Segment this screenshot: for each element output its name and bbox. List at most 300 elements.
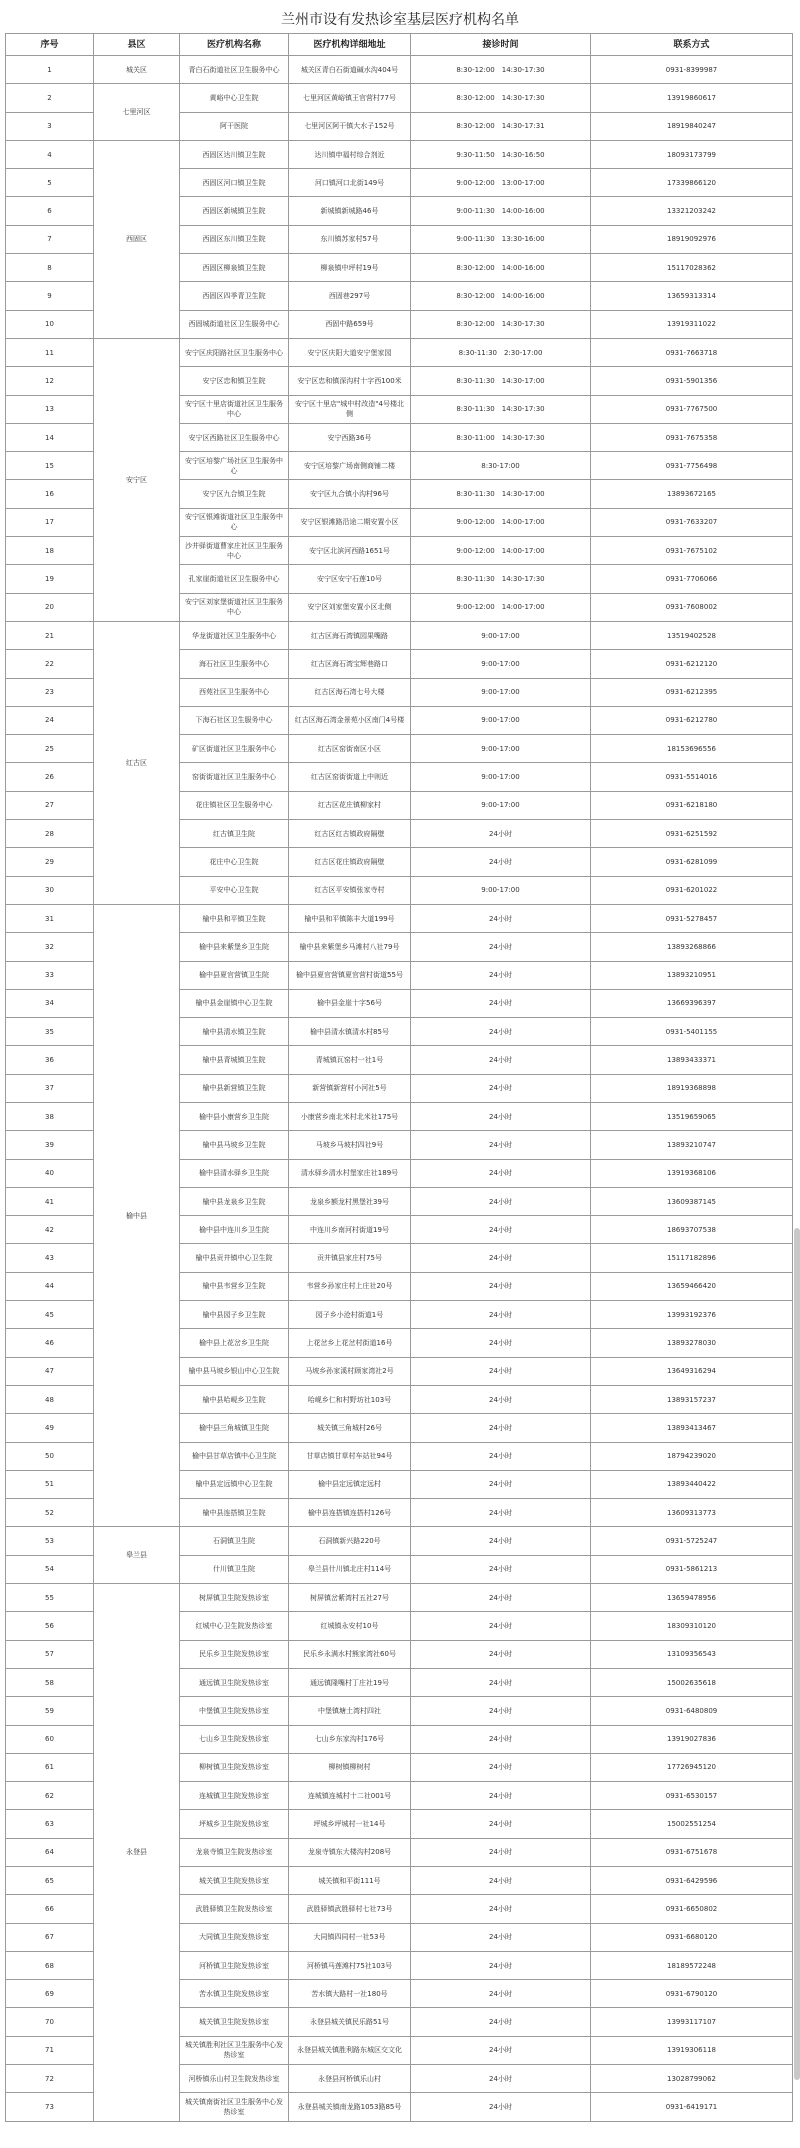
cell-contact: 13893278030 xyxy=(591,1329,793,1357)
cell-contact: 0931-6212780 xyxy=(591,706,793,734)
cell-address: 永登县河桥镇乐山村 xyxy=(289,2065,411,2093)
cell-institution-name: 城关镇南街社区卫生服务中心发热诊室 xyxy=(180,2093,289,2121)
cell-institution-name: 榆中县三角城镇卫生院 xyxy=(180,1414,289,1442)
header-address: 医疗机构详细地址 xyxy=(289,34,411,56)
cell-institution-name: 红城中心卫生院发热诊室 xyxy=(180,1612,289,1640)
cell-contact: 13649316294 xyxy=(591,1357,793,1385)
cell-index: 11 xyxy=(6,338,94,366)
table-body xyxy=(6,56,793,2122)
cell-institution-name: 苦水镇卫生院发热诊室 xyxy=(180,1980,289,2008)
cell-hours: 8:30-12:00 14:00-16:00 xyxy=(411,254,591,282)
cell-index: 17 xyxy=(6,508,94,536)
cell-hours: 24小时 xyxy=(411,961,591,989)
cell-address: 红古区红古镇政府隔壁 xyxy=(289,820,411,848)
cell-address: 石洞镇新兴路220号 xyxy=(289,1527,411,1555)
cell-institution-name: 安宁区九合镇卫生院 xyxy=(180,480,289,508)
cell-hours: 24小时 xyxy=(411,1102,591,1130)
cell-index: 33 xyxy=(6,961,94,989)
cell-institution-name: 矿区街道社区卫生服务中心 xyxy=(180,735,289,763)
cell-contact: 0931-6212120 xyxy=(591,650,793,678)
cell-index: 70 xyxy=(6,2008,94,2036)
cell-institution-name: 榆中县定远镇中心卫生院 xyxy=(180,1470,289,1498)
cell-address: 安宁区培黎广场南侧商铺二楼 xyxy=(289,452,411,480)
cell-institution-name: 榆中县龙泉乡卫生院 xyxy=(180,1187,289,1215)
cell-index: 9 xyxy=(6,282,94,310)
cell-contact: 0931-5861213 xyxy=(591,1555,793,1583)
cell-address: 红古区海石湾金景苑小区南门4号楼 xyxy=(289,706,411,734)
cell-hours: 24小时 xyxy=(411,1301,591,1329)
cell-institution-name: 城关镇卫生院发热诊室 xyxy=(180,2008,289,2036)
cell-contact: 0931-5401155 xyxy=(591,1018,793,1046)
cell-index: 43 xyxy=(6,1244,94,1272)
cell-institution-name: 榆中县韦营乡卫生院 xyxy=(180,1272,289,1300)
cell-hours: 24小时 xyxy=(411,1810,591,1838)
cell-contact: 0931-6281099 xyxy=(591,848,793,876)
scrollbar-thumb[interactable] xyxy=(794,1228,800,2080)
cell-index: 54 xyxy=(6,1555,94,1583)
cell-hours: 24小时 xyxy=(411,1074,591,1102)
cell-address: 红古区平安镇张家寺村 xyxy=(289,876,411,904)
cell-address: 榆中县和平镇陈丰大道199号 xyxy=(289,904,411,932)
cell-address: 红古区窑街南区小区 xyxy=(289,735,411,763)
cell-institution-name: 榆中县清水镇卫生院 xyxy=(180,1018,289,1046)
cell-institution-name: 河桥镇卫生院发热诊室 xyxy=(180,1951,289,1979)
cell-contact: 0931-6480809 xyxy=(591,1697,793,1725)
cell-contact: 13321203242 xyxy=(591,197,793,225)
cell-address: 民乐乡永满水村熊家湾社60号 xyxy=(289,1640,411,1668)
cell-contact: 0931-7767500 xyxy=(591,395,793,423)
cell-hours: 24小时 xyxy=(411,820,591,848)
cell-index: 7 xyxy=(6,225,94,253)
cell-contact: 18919092976 xyxy=(591,225,793,253)
cell-institution-name: 安宁区十里店街道社区卫生服务中心 xyxy=(180,395,289,423)
cell-hours: 9:00-17:00 xyxy=(411,621,591,649)
cell-institution-name: 沙井驿街道曹家庄社区卫生服务中心 xyxy=(180,537,289,565)
cell-institution-name: 榆中县哈岘乡卫生院 xyxy=(180,1385,289,1413)
cell-institution-name: 龙泉寺镇卫生院发热诊室 xyxy=(180,1838,289,1866)
cell-institution-name: 西固区东川镇卫生院 xyxy=(180,225,289,253)
cell-index: 37 xyxy=(6,1074,94,1102)
cell-hours: 24小时 xyxy=(411,1782,591,1810)
cell-index: 47 xyxy=(6,1357,94,1385)
table-row xyxy=(6,84,793,112)
cell-index: 24 xyxy=(6,706,94,734)
cell-index: 8 xyxy=(6,254,94,282)
cell-institution-name: 下海石社区卫生服务中心 xyxy=(180,706,289,734)
cell-institution-name: 榆中县园子乡卫生院 xyxy=(180,1301,289,1329)
cell-address: 城关镇三角城村26号 xyxy=(289,1414,411,1442)
cell-index: 62 xyxy=(6,1782,94,1810)
cell-hours: 24小时 xyxy=(411,1584,591,1612)
cell-address: 甘草店镇甘草村车站社94号 xyxy=(289,1442,411,1470)
cell-contact: 0931-7633207 xyxy=(591,508,793,536)
cell-address: 清水驿乡清水村堡家庄社189号 xyxy=(289,1159,411,1187)
cell-hours: 24小时 xyxy=(411,1272,591,1300)
cell-contact: 13659313314 xyxy=(591,282,793,310)
cell-address: 坪城乡坪城村一社14号 xyxy=(289,1810,411,1838)
table-header-row xyxy=(6,34,793,56)
cell-district: 七里河区 xyxy=(94,84,180,141)
cell-hours: 9:00-12:00 14:00-17:00 xyxy=(411,537,591,565)
cell-district: 永登县 xyxy=(94,1584,180,2122)
cell-hours: 24小时 xyxy=(411,1867,591,1895)
cell-index: 23 xyxy=(6,678,94,706)
cell-contact: 13519659065 xyxy=(591,1102,793,1130)
cell-contact: 13028799062 xyxy=(591,2065,793,2093)
cell-institution-name: 石洞镇卫生院 xyxy=(180,1527,289,1555)
cell-address: 永登县城关镇胜利路东城区交文化 xyxy=(289,2036,411,2064)
cell-address: 小康营乡南北米村北米社175号 xyxy=(289,1102,411,1130)
cell-contact: 0931-7756498 xyxy=(591,452,793,480)
cell-district: 安宁区 xyxy=(94,338,180,621)
cell-hours: 8:30-12:00 14:30-17:30 xyxy=(411,84,591,112)
cell-index: 63 xyxy=(6,1810,94,1838)
cell-contact: 18919368898 xyxy=(591,1074,793,1102)
cell-contact: 17339866120 xyxy=(591,169,793,197)
cell-index: 72 xyxy=(6,2065,94,2093)
cell-address: 达川镇申福村综合剂近 xyxy=(289,140,411,168)
cell-address: 榆中县来紫堡乡马滩村八社79号 xyxy=(289,933,411,961)
cell-hours: 8:30-11:30 14:30-17:30 xyxy=(411,565,591,593)
cell-address: 榆中县连搭镇连搭村126号 xyxy=(289,1499,411,1527)
cell-hours: 24小时 xyxy=(411,1414,591,1442)
cell-index: 59 xyxy=(6,1697,94,1725)
cell-contact: 13893268866 xyxy=(591,933,793,961)
cell-address: 红古区海石湾镇园果嘴路 xyxy=(289,621,411,649)
cell-contact: 0931-8399987 xyxy=(591,56,793,84)
cell-contact: 13893433371 xyxy=(591,1046,793,1074)
cell-hours: 24小时 xyxy=(411,1357,591,1385)
cell-institution-name: 华龙街道社区卫生服务中心 xyxy=(180,621,289,649)
cell-contact: 18693707538 xyxy=(591,1216,793,1244)
cell-contact: 0931-6201022 xyxy=(591,876,793,904)
cell-index: 48 xyxy=(6,1385,94,1413)
cell-address: 苦水镇大路村一社180号 xyxy=(289,1980,411,2008)
cell-hours: 24小时 xyxy=(411,904,591,932)
cell-address: 安宁区安宁石莲10号 xyxy=(289,565,411,593)
cell-contact: 0931-5901356 xyxy=(591,367,793,395)
cell-address: 连城镇连城村十二社001号 xyxy=(289,1782,411,1810)
table-row xyxy=(6,56,793,84)
cell-hours: 9:00-12:00 14:00-17:00 xyxy=(411,508,591,536)
cell-hours: 8:30-17:00 xyxy=(411,452,591,480)
cell-address: 龙泉寺镇东大楼沟村208号 xyxy=(289,1838,411,1866)
cell-district: 皋兰县 xyxy=(94,1527,180,1584)
cell-institution-name: 安宁区培黎广场社区卫生服务中心 xyxy=(180,452,289,480)
header-index: 序号 xyxy=(6,34,94,56)
cell-index: 16 xyxy=(6,480,94,508)
cell-address: 树屏镇岔紫湾村五社27号 xyxy=(289,1584,411,1612)
cell-hours: 24小时 xyxy=(411,1951,591,1979)
cell-institution-name: 青白石街道社区卫生服务中心 xyxy=(180,56,289,84)
cell-contact: 0931-7663718 xyxy=(591,338,793,366)
cell-contact: 0931-6429596 xyxy=(591,1867,793,1895)
cell-institution-name: 七山乡卫生院发热诊室 xyxy=(180,1725,289,1753)
table-row xyxy=(6,140,793,168)
cell-address: 大同镇四同村一社53号 xyxy=(289,1923,411,1951)
cell-index: 38 xyxy=(6,1102,94,1130)
table-row xyxy=(6,338,793,366)
cell-contact: 0931-6251592 xyxy=(591,820,793,848)
cell-index: 51 xyxy=(6,1470,94,1498)
cell-contact: 0931-6751678 xyxy=(591,1838,793,1866)
cell-address: 中连川乡南河村街道19号 xyxy=(289,1216,411,1244)
cell-contact: 0931-6530157 xyxy=(591,1782,793,1810)
cell-index: 52 xyxy=(6,1499,94,1527)
table-row xyxy=(6,621,793,649)
cell-contact: 13919368106 xyxy=(591,1159,793,1187)
cell-hours: 24小时 xyxy=(411,1442,591,1470)
cell-contact: 0931-6680120 xyxy=(591,1923,793,1951)
cell-contact: 0931-6212395 xyxy=(591,678,793,706)
cell-address: 安宁区忠和镇深沟村十字西100米 xyxy=(289,367,411,395)
cell-address: 安宁区银滩路沿途二期安置小区 xyxy=(289,508,411,536)
cell-institution-name: 城关镇胜利社区卫生服务中心发热诊室 xyxy=(180,2036,289,2064)
cell-institution-name: 榆中县连搭镇卫生院 xyxy=(180,1499,289,1527)
cell-address: 七山乡东家沟村176号 xyxy=(289,1725,411,1753)
cell-index: 14 xyxy=(6,423,94,451)
cell-contact: 13893672165 xyxy=(591,480,793,508)
cell-index: 27 xyxy=(6,791,94,819)
cell-institution-name: 孔家崖街道社区卫生服务中心 xyxy=(180,565,289,593)
cell-hours: 8:30-12:00 14:30-17:30 xyxy=(411,310,591,338)
cell-address: 安宁区十里店"城中村改造"4号楼北侧 xyxy=(289,395,411,423)
cell-index: 58 xyxy=(6,1668,94,1696)
cell-hours: 24小时 xyxy=(411,1499,591,1527)
cell-address: 红古区海石湾宝辉巷路口 xyxy=(289,650,411,678)
cell-institution-name: 树屏镇卫生院发热诊室 xyxy=(180,1584,289,1612)
cell-contact: 15002551254 xyxy=(591,1810,793,1838)
cell-index: 67 xyxy=(6,1923,94,1951)
cell-hours: 24小时 xyxy=(411,1612,591,1640)
cell-contact: 18093173799 xyxy=(591,140,793,168)
cell-institution-name: 城关镇卫生院发热诊室 xyxy=(180,1867,289,1895)
cell-address: 河桥镇马莲滩村75社103号 xyxy=(289,1951,411,1979)
cell-institution-name: 柳树镇卫生院发热诊室 xyxy=(180,1753,289,1781)
cell-hours: 24小时 xyxy=(411,2065,591,2093)
cell-address: 西固中路659号 xyxy=(289,310,411,338)
cell-contact: 13893440422 xyxy=(591,1470,793,1498)
cell-institution-name: 西固区柳泉镇卫生院 xyxy=(180,254,289,282)
cell-address: 园子乡小沧村街道1号 xyxy=(289,1301,411,1329)
cell-contact: 15117028362 xyxy=(591,254,793,282)
cell-hours: 24小时 xyxy=(411,1697,591,1725)
cell-address: 永登县城关镇民乐路51号 xyxy=(289,2008,411,2036)
cell-contact: 0931-5514016 xyxy=(591,763,793,791)
cell-index: 61 xyxy=(6,1753,94,1781)
cell-index: 40 xyxy=(6,1159,94,1187)
cell-index: 35 xyxy=(6,1018,94,1046)
cell-contact: 13993192376 xyxy=(591,1301,793,1329)
cell-index: 57 xyxy=(6,1640,94,1668)
cell-institution-name: 榆中县上花岔乡卫生院 xyxy=(180,1329,289,1357)
cell-institution-name: 安宁区刘家堡街道社区卫生服务中心 xyxy=(180,593,289,621)
cell-institution-name: 坪城乡卫生院发热诊室 xyxy=(180,1810,289,1838)
cell-hours: 8:30-12:00 14:30-17:30 xyxy=(411,56,591,84)
cell-contact: 0931-7675358 xyxy=(591,423,793,451)
cell-index: 55 xyxy=(6,1584,94,1612)
cell-contact: 13993117107 xyxy=(591,2008,793,2036)
cell-address: 七里河区黄峪镇王官营村77号 xyxy=(289,84,411,112)
cell-contact: 17726945120 xyxy=(591,1753,793,1781)
cell-hours: 24小时 xyxy=(411,2036,591,2064)
cell-contact: 15002635618 xyxy=(591,1668,793,1696)
cell-address: 永登县城关镇南龙路1053路85号 xyxy=(289,2093,411,2121)
cell-institution-name: 民乐乡卫生院发热诊室 xyxy=(180,1640,289,1668)
cell-index: 25 xyxy=(6,735,94,763)
cell-index: 65 xyxy=(6,1867,94,1895)
cell-address: 安宁西路36号 xyxy=(289,423,411,451)
cell-index: 29 xyxy=(6,848,94,876)
cell-address: 哈岘乡仁和村野坊社103号 xyxy=(289,1385,411,1413)
cell-institution-name: 阿干医院 xyxy=(180,112,289,140)
cell-hours: 24小时 xyxy=(411,1527,591,1555)
cell-hours: 9:00-17:00 xyxy=(411,791,591,819)
cell-address: 红城镇永安村10号 xyxy=(289,1612,411,1640)
cell-index: 1 xyxy=(6,56,94,84)
cell-contact: 13893210747 xyxy=(591,1131,793,1159)
cell-contact: 18153696556 xyxy=(591,735,793,763)
cell-institution-name: 什川镇卫生院 xyxy=(180,1555,289,1583)
header-hours: 接诊时间 xyxy=(411,34,591,56)
cell-hours: 8:30-11:00 14:30-17:30 xyxy=(411,423,591,451)
cell-address: 城关区青白石街道碱水沟404号 xyxy=(289,56,411,84)
cell-district: 榆中县 xyxy=(94,904,180,1527)
cell-hours: 24小时 xyxy=(411,1668,591,1696)
cell-institution-name: 西固区达川镇卫生院 xyxy=(180,140,289,168)
cell-hours: 9:00-17:00 xyxy=(411,735,591,763)
cell-address: 红古区窑街街道上中则近 xyxy=(289,763,411,791)
cell-address: 柳树镇柳树村 xyxy=(289,1753,411,1781)
cell-hours: 8:30-11:30 14:30-17:00 xyxy=(411,367,591,395)
cell-index: 50 xyxy=(6,1442,94,1470)
cell-address: 新城镇新城路46号 xyxy=(289,197,411,225)
cell-index: 31 xyxy=(6,904,94,932)
cell-index: 22 xyxy=(6,650,94,678)
cell-address: 马坡乡孙家溪村顾家湾社2号 xyxy=(289,1357,411,1385)
cell-institution-name: 榆中县马坡乡银山中心卫生院 xyxy=(180,1357,289,1385)
cell-institution-name: 平安中心卫生院 xyxy=(180,876,289,904)
cell-index: 69 xyxy=(6,1980,94,2008)
cell-hours: 24小时 xyxy=(411,1131,591,1159)
cell-hours: 24小时 xyxy=(411,1216,591,1244)
cell-address: 榆中县定远镇定远村 xyxy=(289,1470,411,1498)
cell-address: 中堡镇塘土湾村四社 xyxy=(289,1697,411,1725)
cell-hours: 9:00-12:00 13:00-17:00 xyxy=(411,169,591,197)
cell-institution-name: 西固区四季青卫生院 xyxy=(180,282,289,310)
cell-contact: 0931-6790120 xyxy=(591,1980,793,2008)
cell-institution-name: 榆中县和平镇卫生院 xyxy=(180,904,289,932)
cell-index: 46 xyxy=(6,1329,94,1357)
cell-hours: 24小时 xyxy=(411,1187,591,1215)
cell-institution-name: 榆中县中连川乡卫生院 xyxy=(180,1216,289,1244)
cell-hours: 8:30-11:30 14:30-17:30 xyxy=(411,395,591,423)
cell-hours: 9:00-12:00 14:00-17:00 xyxy=(411,593,591,621)
cell-index: 71 xyxy=(6,2036,94,2064)
cell-contact: 13919306118 xyxy=(591,2036,793,2064)
cell-address: 武胜驿镇武胜驿村七社73号 xyxy=(289,1895,411,1923)
cell-hours: 9:00-17:00 xyxy=(411,876,591,904)
cell-address: 榆中县清水镇清水村85号 xyxy=(289,1018,411,1046)
cell-institution-name: 榆中县新营镇卫生院 xyxy=(180,1074,289,1102)
cell-address: 安宁区庆阳大道安宁堡家园 xyxy=(289,338,411,366)
cell-hours: 8:30-12:00 14:30-17:31 xyxy=(411,112,591,140)
cell-hours: 24小时 xyxy=(411,1470,591,1498)
cell-contact: 13609387145 xyxy=(591,1187,793,1215)
cell-hours: 9:00-17:00 xyxy=(411,763,591,791)
cell-index: 26 xyxy=(6,763,94,791)
cell-contact: 18309310120 xyxy=(591,1612,793,1640)
cell-contact: 13659478956 xyxy=(591,1584,793,1612)
cell-address: 榆中县金崖十字56号 xyxy=(289,989,411,1017)
cell-institution-name: 榆中县小康营乡卫生院 xyxy=(180,1102,289,1130)
cell-contact: 13669396397 xyxy=(591,989,793,1017)
cell-contact: 15117182896 xyxy=(591,1244,793,1272)
institution-table xyxy=(5,33,793,2122)
cell-hours: 9:00-17:00 xyxy=(411,706,591,734)
cell-contact: 13893210951 xyxy=(591,961,793,989)
cell-address: 上花岔乡上花岔村街道16号 xyxy=(289,1329,411,1357)
cell-address: 通远镇隆嘴村丁庄社19号 xyxy=(289,1668,411,1696)
cell-index: 10 xyxy=(6,310,94,338)
cell-index: 45 xyxy=(6,1301,94,1329)
cell-index: 64 xyxy=(6,1838,94,1866)
cell-address: 柳泉镇中坪村19号 xyxy=(289,254,411,282)
cell-institution-name: 大同镇卫生院发热诊室 xyxy=(180,1923,289,1951)
cell-contact: 0931-5725247 xyxy=(591,1527,793,1555)
cell-address: 韦营乡孙家庄村上庄社20号 xyxy=(289,1272,411,1300)
cell-address: 青城镇瓦窑村一社1号 xyxy=(289,1046,411,1074)
cell-contact: 13659466420 xyxy=(591,1272,793,1300)
cell-institution-name: 连城镇卫生院发热诊室 xyxy=(180,1782,289,1810)
cell-institution-name: 安宁区银滩街道社区卫生服务中心 xyxy=(180,508,289,536)
cell-contact: 0931-5278457 xyxy=(591,904,793,932)
cell-institution-name: 红古镇卫生院 xyxy=(180,820,289,848)
table-row xyxy=(6,1527,793,1555)
cell-district: 西固区 xyxy=(94,140,180,338)
cell-contact: 0931-7706066 xyxy=(591,565,793,593)
cell-index: 2 xyxy=(6,84,94,112)
cell-index: 36 xyxy=(6,1046,94,1074)
cell-hours: 24小时 xyxy=(411,1046,591,1074)
cell-address: 红古区花庄镇柳家村 xyxy=(289,791,411,819)
cell-institution-name: 通远镇卫生院发热诊室 xyxy=(180,1668,289,1696)
cell-hours: 9:00-11:30 13:30-16:00 xyxy=(411,225,591,253)
cell-institution-name: 榆中县金崖镇中心卫生院 xyxy=(180,989,289,1017)
header-institution-name: 医疗机构名称 xyxy=(180,34,289,56)
cell-hours: 24小时 xyxy=(411,2093,591,2121)
cell-hours: 24小时 xyxy=(411,933,591,961)
cell-address: 河口镇河口北街149号 xyxy=(289,169,411,197)
page-title: 兰州市设有发热诊室基层医疗机构名单 xyxy=(281,12,519,28)
cell-district: 红古区 xyxy=(94,621,180,904)
cell-index: 21 xyxy=(6,621,94,649)
cell-contact: 13919027836 xyxy=(591,1725,793,1753)
cell-contact: 18189572248 xyxy=(591,1951,793,1979)
cell-contact: 13893413467 xyxy=(591,1414,793,1442)
cell-institution-name: 榆中县贡井镇中心卫生院 xyxy=(180,1244,289,1272)
cell-address: 贡井镇县家庄村75号 xyxy=(289,1244,411,1272)
cell-institution-name: 河桥镇乐山村卫生院发热诊室 xyxy=(180,2065,289,2093)
cell-institution-name: 武胜驿镇卫生院发热诊室 xyxy=(180,1895,289,1923)
cell-index: 5 xyxy=(6,169,94,197)
cell-address: 东川镇苏家村57号 xyxy=(289,225,411,253)
cell-contact: 13893157237 xyxy=(591,1385,793,1413)
cell-hours: 24小时 xyxy=(411,1895,591,1923)
cell-institution-name: 榆中县甘草店镇中心卫生院 xyxy=(180,1442,289,1470)
cell-index: 28 xyxy=(6,820,94,848)
cell-index: 3 xyxy=(6,112,94,140)
